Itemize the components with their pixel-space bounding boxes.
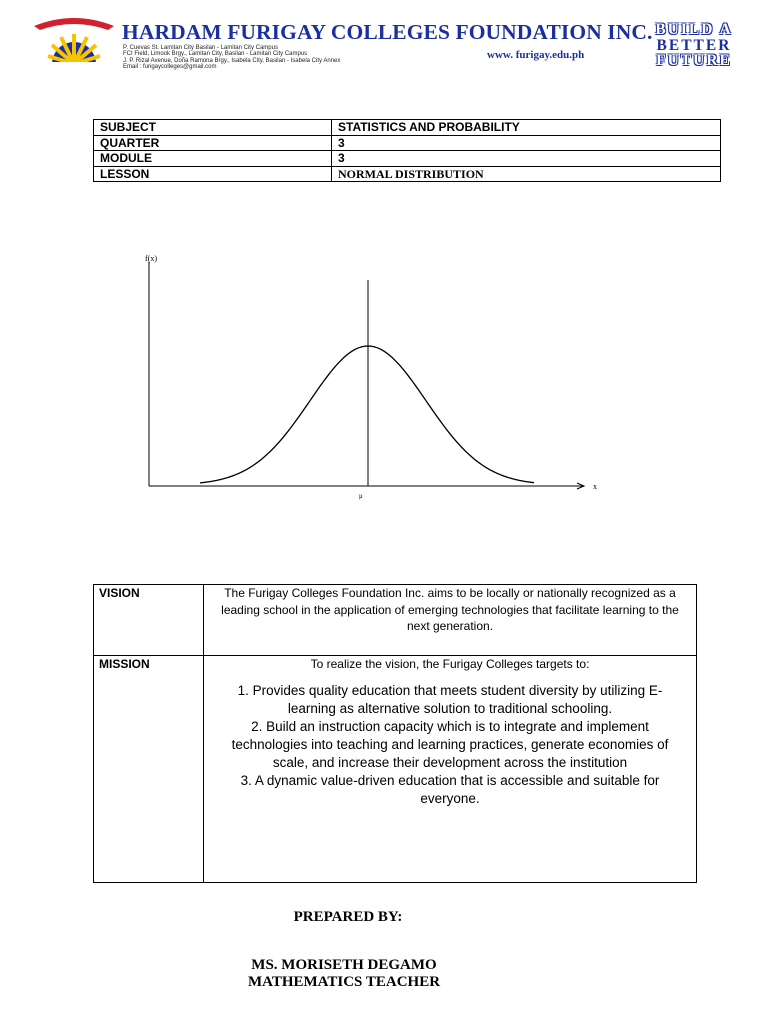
address-line: FCI Field, Limook Brgy., Lamitan City, Basilan - Lamitan City Campus [123,51,308,58]
vision-label: VISION [94,585,204,656]
list-item: 2. Build an instruction capacity which is to integrate and implement technologies into teaching and learning practices, generate economies of scale, and increase their development across the institution [231,718,669,770]
slogan-banner [629,22,759,70]
module-label: MODULE [94,151,332,167]
email-line: Email : furigaycolleges@gmail.com [123,63,217,70]
teacher-signature-block [0,957,728,991]
y-axis-label: f(x) [145,254,157,263]
module-info-table [93,119,721,182]
mean-label: μ [359,492,363,500]
school-addresses [123,45,340,70]
lesson-label: LESSON [94,166,332,182]
mission-cell [204,656,697,883]
vision-text: The Furigay Colleges Foundation Inc. aims to be locally or nationally recognized as a leading school in the application of emerging technologies that facilitate learning to the next generation. [204,585,697,656]
module-value: 3 [332,151,721,167]
slogan-line: BETTER [656,36,732,54]
table-row [94,120,721,136]
teacher-title: MATHEMATICS TEACHER [247,974,441,990]
quarter-label: QUARTER [94,135,332,151]
table-row [94,585,697,656]
lesson-value: NORMAL DISTRIBUTION [332,166,721,182]
table-row [94,656,697,883]
bell-curve [200,346,534,483]
table-row [94,166,721,182]
slogan-line: BUILD A [655,21,733,38]
mission-intro: To realize the vision, the Furigay Colleges targets to: [310,657,590,671]
teacher-name: MS. MORISETH DEGAMO [251,957,437,973]
prepared-by-label: PREPARED BY: [293,909,403,925]
vision-mission-table [93,584,697,883]
website: www. furigay.edu.ph [487,49,585,61]
subject-value: STATISTICS AND PROBABILITY [332,120,721,136]
list-item: 3. A dynamic value-driven education that is accessible and suitable for everyone. [240,772,660,806]
school-name: HARDAM FURIGAY COLLEGES FOUNDATION INC. [122,20,653,44]
address-line: J. P. Rizal Avenue, Doña Ramona Brgy., Isabela City, Basilan - Isabela City Annex [123,57,341,64]
subject-label: SUBJECT [94,120,332,136]
address-line: P. Cuevas St. Lamitan City Basilan - Lamitan City Campus [123,45,278,51]
school-logo [34,14,114,68]
table-row [94,135,721,151]
normal-distribution-chart [140,250,610,505]
table-row [94,151,721,167]
mission-list [212,682,688,808]
mission-label: MISSION [94,656,204,883]
x-axis-label: x [593,482,597,491]
quarter-value: 3 [332,135,721,151]
list-item: 1. Provides quality education that meets student diversity by utilizing E-learning as alternative solution to traditional schooling. [237,682,663,716]
slogan-line: FUTURE [656,52,732,69]
